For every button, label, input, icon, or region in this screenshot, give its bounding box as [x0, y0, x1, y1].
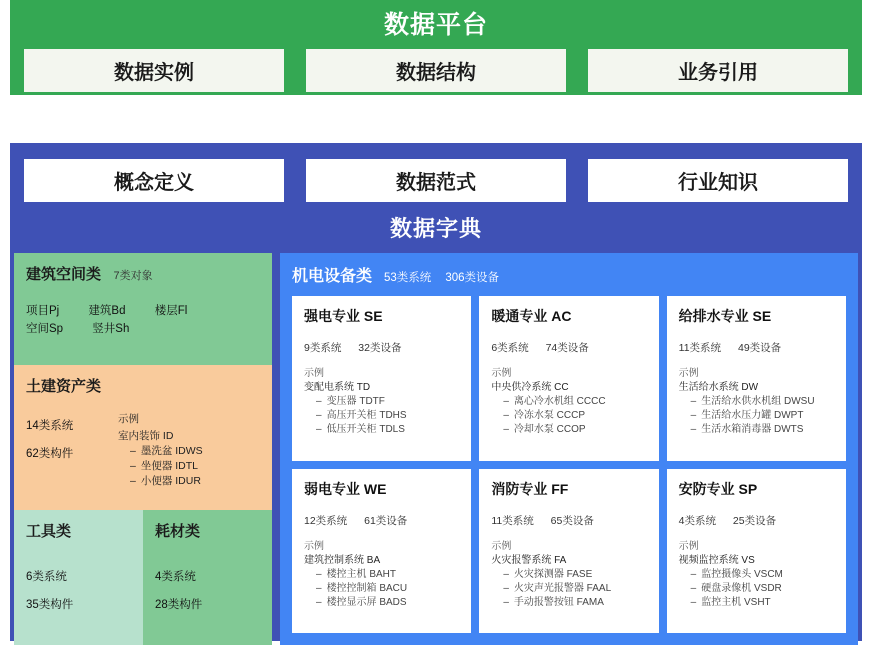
discipline-example-item: – 生活水箱消毒器 DWTS — [691, 423, 834, 437]
discipline-count-systems: 12类系统 — [304, 514, 348, 527]
discipline-counts — [679, 340, 834, 355]
category-building-space[interactable] — [14, 253, 272, 365]
data-dictionary-band — [10, 143, 862, 641]
platform-title: 数据平台 — [383, 11, 488, 39]
mep-discipline-grid — [292, 296, 846, 633]
discipline-count-devices: 49类设备 — [737, 342, 782, 354]
consumable-count-components: 28类构件 — [155, 599, 203, 611]
category-building-space-count: 7类对象 — [113, 270, 153, 282]
discipline-example-title: 视频监控系统 VS — [678, 554, 755, 566]
consumable-count-systems: 4类系统 — [155, 571, 196, 583]
discipline-card-strong-electric[interactable] — [292, 296, 471, 461]
discipline-example — [491, 367, 646, 437]
space-item-floor: 楼层Fl — [154, 305, 188, 317]
civil-asset-example — [118, 412, 203, 489]
discipline-example — [304, 367, 459, 437]
category-tool-title: 工具类 — [26, 523, 72, 540]
discipline-example-item: – 火灾探测器 FASE — [503, 568, 646, 582]
dictionary-title: 数据字典 — [389, 216, 482, 241]
discipline-example-item: – 硬盘录像机 VSDR — [691, 582, 834, 596]
left-category-column — [14, 253, 272, 645]
discipline-example-item: – 变压器 TDTF — [316, 395, 459, 409]
discipline-example-label: 示例 — [491, 540, 512, 552]
discipline-example-label: 示例 — [678, 368, 699, 379]
discipline-example-item: – 冷却水泵 CCOP — [503, 423, 646, 437]
arrow-group — [10, 95, 862, 137]
building-space-items — [26, 302, 260, 338]
discipline-example-item: – 生活给水供水机组 DWSU — [691, 395, 834, 409]
discipline-example — [304, 540, 459, 610]
discipline-counts — [491, 340, 646, 355]
discipline-example-item: – 监控摄像头 VSCM — [691, 568, 834, 582]
discipline-example-label: 示例 — [491, 368, 512, 379]
discipline-counts — [304, 340, 459, 355]
space-item-shaft: 竖井Sh — [92, 323, 130, 335]
civil-asset-counts — [26, 412, 118, 489]
platform-card-business-reference[interactable]: 业务引用 — [588, 49, 848, 92]
discipline-title: 消防专业 FF — [491, 480, 569, 497]
discipline-title: 弱电专业 WE — [304, 480, 387, 497]
discipline-example-item: – 手动报警按钮 FAMA — [503, 596, 646, 610]
dictionary-body — [14, 253, 858, 645]
discipline-count-systems: 4类系统 — [678, 514, 716, 527]
discipline-example-item: – 高压开关柜 TDHS — [316, 409, 459, 423]
civil-asset-count-systems: 14类系统 — [26, 420, 74, 432]
space-item-project: 项目Pj — [26, 305, 60, 317]
discipline-count-devices: 74类设备 — [545, 342, 589, 354]
arrow-up-icon-3 — [706, 99, 730, 133]
category-consumable-title: 耗材类 — [155, 523, 201, 540]
arrow-up-icon-2 — [424, 99, 448, 133]
discipline-card-hvac[interactable] — [479, 296, 658, 461]
discipline-count-devices: 61类设备 — [364, 514, 408, 527]
tool-count-components: 35类构件 — [26, 599, 74, 611]
discipline-count-devices: 65类设备 — [550, 514, 594, 527]
civil-asset-body — [26, 412, 260, 489]
left-lower-row — [14, 510, 272, 645]
mep-header — [292, 263, 846, 286]
civil-asset-example-item: – 坐便器 IDTL — [130, 459, 203, 474]
discipline-card-fire-fighting[interactable] — [479, 469, 658, 634]
arrow-up-icon-1 — [142, 99, 166, 133]
discipline-count-devices: 25类设备 — [732, 514, 777, 527]
category-civil-asset-title: 土建资产类 — [26, 378, 102, 395]
discipline-example-label: 示例 — [678, 540, 699, 552]
discipline-example-item: – 楼控控制箱 BACU — [316, 582, 459, 596]
discipline-example-title: 建筑控制系统 BA — [304, 554, 381, 566]
category-tool[interactable] — [14, 510, 143, 645]
discipline-count-systems: 11类系统 — [678, 342, 722, 354]
discipline-title: 给排水专业 SE — [678, 308, 772, 324]
dictionary-card-data-paradigm[interactable]: 数据范式 — [306, 159, 566, 202]
discipline-example-item: – 冷冻水泵 CCCP — [503, 409, 646, 423]
platform-card-data-instance[interactable]: 数据实例 — [24, 49, 284, 92]
civil-asset-example-title: 室内装饰 ID — [118, 430, 174, 442]
discipline-card-weak-electric[interactable] — [292, 469, 471, 634]
discipline-title: 暖通专业 AC — [491, 308, 572, 324]
dictionary-card-industry-knowledge[interactable]: 行业知识 — [588, 159, 848, 202]
discipline-example — [679, 540, 834, 610]
platform-card-row — [24, 49, 848, 92]
civil-asset-count-components: 62类构件 — [26, 448, 74, 460]
consumable-counts — [155, 563, 260, 619]
discipline-example-title: 生活给水系统 DW — [678, 382, 759, 393]
space-item-building: 建筑Bd — [88, 305, 126, 317]
discipline-example-title: 火灾报警系统 FA — [491, 554, 567, 566]
discipline-title: 强电专业 SE — [304, 308, 383, 324]
civil-asset-example-item: – 墨洗盆 IDWS — [130, 444, 203, 459]
space-item-space: 空间Sp — [26, 323, 64, 335]
discipline-example — [491, 540, 646, 610]
discipline-card-plumbing[interactable] — [667, 296, 846, 461]
tool-counts — [26, 563, 131, 619]
discipline-count-devices: 32类设备 — [358, 342, 402, 354]
mep-title: 机电设备类 — [292, 268, 373, 285]
discipline-count-systems: 6类系统 — [491, 342, 529, 354]
discipline-count-systems: 11类系统 — [491, 514, 534, 527]
discipline-example-label: 示例 — [304, 540, 324, 552]
discipline-count-systems: 9类系统 — [304, 342, 342, 354]
discipline-example-item: – 楼控显示屏 BADS — [316, 596, 459, 610]
discipline-example-item: – 离心冷水机组 CCCC — [503, 395, 646, 409]
discipline-example-label: 示例 — [304, 368, 324, 379]
discipline-counts — [304, 513, 459, 528]
discipline-title: 安防专业 SP — [678, 480, 758, 497]
discipline-example — [679, 367, 834, 437]
category-consumable[interactable] — [143, 510, 272, 645]
dictionary-card-concept-definition[interactable]: 概念定义 — [24, 159, 284, 202]
discipline-counts — [491, 513, 646, 528]
tool-count-systems: 6类系统 — [26, 571, 67, 583]
discipline-example-item: – 火灾声光报警器 FAAL — [503, 582, 646, 596]
discipline-example-item: – 楼控主机 BAHT — [316, 568, 459, 582]
mep-count-devices: 306类设备 — [445, 272, 499, 284]
mep-equipment-panel — [280, 253, 858, 645]
data-platform-band — [10, 0, 862, 95]
discipline-example-item: – 生活给水压力罐 DWPT — [691, 409, 834, 423]
platform-card-data-structure[interactable]: 数据结构 — [306, 49, 566, 92]
dictionary-card-row — [24, 159, 848, 202]
civil-asset-example-label: 示例 — [118, 413, 139, 425]
category-civil-asset[interactable] — [14, 365, 272, 510]
mep-count-systems: 53类系统 — [384, 272, 432, 284]
discipline-example-title: 中央供冷系统 CC — [491, 382, 569, 393]
discipline-counts — [679, 513, 834, 528]
civil-asset-example-item: – 小便器 IDUR — [130, 474, 203, 489]
discipline-example-title: 变配电系统 TD — [304, 382, 371, 393]
category-building-space-title: 建筑空间类 — [26, 266, 102, 283]
discipline-example-item: – 监控主机 VSHT — [691, 596, 834, 610]
discipline-example-item: – 低压开关柜 TDLS — [316, 423, 459, 437]
discipline-card-security[interactable] — [667, 469, 846, 634]
